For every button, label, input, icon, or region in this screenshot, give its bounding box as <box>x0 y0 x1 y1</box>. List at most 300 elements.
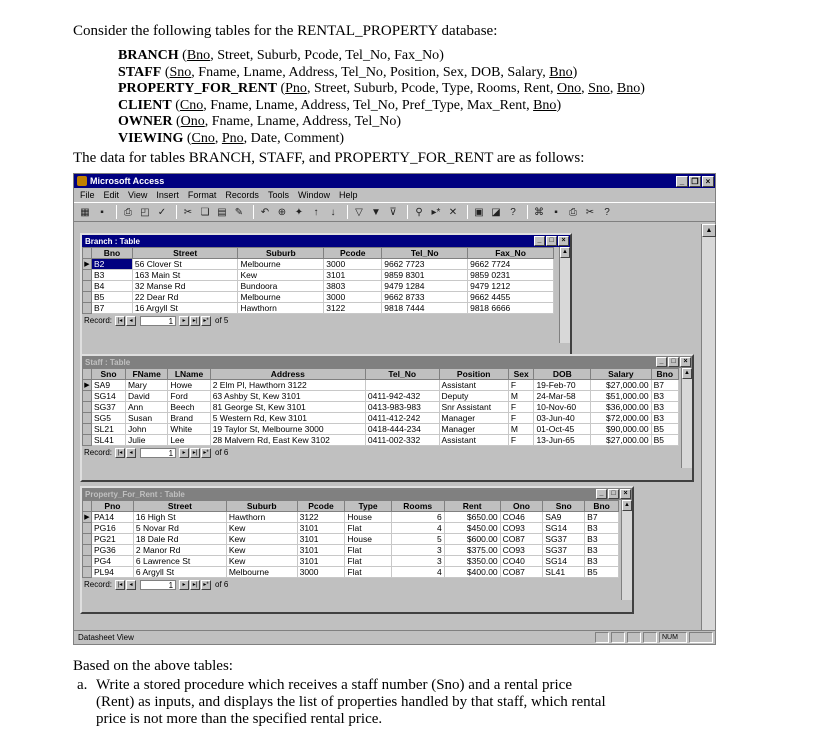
table-cell[interactable]: Melbourne <box>238 292 324 303</box>
print-icon[interactable]: ⎙ <box>124 206 132 218</box>
menu-records[interactable]: Records <box>225 190 259 200</box>
table-cell[interactable]: 6 Lawrence St <box>133 556 226 567</box>
row-selector[interactable] <box>83 435 92 446</box>
new-object-icon[interactable]: ◪ <box>491 206 501 218</box>
relation-attribute: Pcode <box>304 48 339 63</box>
table-cell[interactable]: PG16 <box>92 523 134 534</box>
view-icon[interactable]: ▦ <box>80 206 90 218</box>
print-icon-2[interactable]: ⎙ <box>569 206 577 218</box>
table-cell[interactable]: SA9 <box>543 512 585 523</box>
table-cell[interactable]: 2 Elm Pl, Hawthorn 3122 <box>210 380 365 391</box>
table-cell[interactable]: 3101 <box>297 523 345 534</box>
table-cell[interactable]: CO87 <box>500 534 543 545</box>
table-cell[interactable]: Flat <box>345 556 391 567</box>
table-cell[interactable]: Ford <box>168 391 210 402</box>
property-close-button[interactable]: × <box>620 489 631 499</box>
relation-attribute: Bno <box>549 64 573 80</box>
last-record-icon[interactable]: ▸| <box>190 448 200 458</box>
table-row[interactable] <box>83 259 554 270</box>
table-cell[interactable]: 9662 4455 <box>468 292 554 303</box>
relation-attribute: Salary <box>507 64 543 80</box>
table-cell[interactable]: 6 <box>391 512 444 523</box>
menu-format[interactable]: Format <box>187 190 217 200</box>
table-cell[interactable]: Assistant <box>439 435 508 446</box>
table-cell[interactable]: 4 <box>391 523 444 534</box>
table-cell[interactable]: 28 Malvern Rd, East Kew 3102 <box>210 435 365 446</box>
table-row[interactable] <box>83 281 554 292</box>
table-cell[interactable]: Lee <box>168 435 210 446</box>
column-header[interactable]: Pcode <box>324 248 382 259</box>
column-header[interactable]: Bno <box>585 501 619 512</box>
menu-insert[interactable]: Insert <box>156 190 179 200</box>
new-record-nav-icon[interactable]: ▸* <box>201 580 211 590</box>
table-cell[interactable]: 3101 <box>297 534 345 545</box>
table-cell[interactable]: PG36 <box>92 545 134 556</box>
table-cell[interactable]: 4 <box>391 567 444 578</box>
table-cell[interactable]: SG14 <box>543 556 585 567</box>
table-cell[interactable]: $450.00 <box>444 523 500 534</box>
row-selector[interactable] <box>83 545 92 556</box>
help-icon[interactable]: ? <box>510 206 516 218</box>
table-cell[interactable]: $375.00 <box>444 545 500 556</box>
column-header[interactable]: Pno <box>92 501 134 512</box>
table-cell[interactable]: CO93 <box>500 523 543 534</box>
column-header[interactable]: Bno <box>92 248 133 259</box>
branch-close-button[interactable]: × <box>558 236 569 246</box>
delete-record-icon[interactable]: ✕ <box>448 206 458 218</box>
column-header[interactable]: Tel_No <box>382 248 468 259</box>
property-minimize-button[interactable]: _ <box>596 489 607 499</box>
table-cell[interactable]: 3000 <box>324 292 382 303</box>
row-selector[interactable] <box>83 402 92 413</box>
relation-attribute: Position <box>389 64 436 80</box>
table-cell[interactable]: Flat <box>345 567 391 578</box>
table-cell[interactable]: 19 Taylor St, Melbourne 3000 <box>210 424 365 435</box>
row-selector-header[interactable] <box>83 369 92 380</box>
table-cell[interactable]: 32 Manse Rd <box>132 281 238 292</box>
table-cell[interactable]: B7 <box>585 512 619 523</box>
table-cell[interactable]: 81 George St, Kew 3101 <box>210 402 365 413</box>
table-cell[interactable]: 5 Western Rd, Kew 3101 <box>210 413 365 424</box>
table-cell[interactable]: Bundoora <box>238 281 324 292</box>
table-cell[interactable]: B5 <box>651 435 678 446</box>
staff-minimize-button[interactable]: _ <box>656 357 667 367</box>
table-cell[interactable]: 03-Jun-40 <box>534 413 591 424</box>
access-title: Microsoft Access <box>90 176 165 186</box>
table-cell[interactable]: 9662 7723 <box>382 259 468 270</box>
table-cell[interactable]: 3000 <box>297 567 345 578</box>
row-selector[interactable] <box>83 523 92 534</box>
table-cell[interactable]: CO40 <box>500 556 543 567</box>
table-cell[interactable]: Deputy <box>439 391 508 402</box>
row-selector[interactable] <box>83 534 92 545</box>
table-cell[interactable]: Kew <box>226 556 297 567</box>
close-button[interactable]: × <box>702 176 714 187</box>
column-header[interactable]: Rent <box>444 501 500 512</box>
column-header[interactable]: Sno <box>543 501 585 512</box>
column-header[interactable]: Rooms <box>391 501 444 512</box>
table-cell[interactable]: 56 Clover St <box>132 259 238 270</box>
table-cell[interactable]: F <box>508 435 534 446</box>
row-selector[interactable] <box>83 391 92 402</box>
undo-icon[interactable]: ↶ <box>260 206 270 218</box>
table-cell[interactable]: B3 <box>92 270 133 281</box>
table-cell[interactable]: 9859 8301 <box>382 270 468 281</box>
table-cell[interactable]: $650.00 <box>444 512 500 523</box>
table-cell[interactable]: Julie <box>125 435 167 446</box>
first-record-icon[interactable]: |◂ <box>115 580 125 590</box>
table-cell[interactable]: B7 <box>92 303 133 314</box>
staff-title: Staff : Table <box>85 357 131 367</box>
table-row[interactable] <box>83 413 679 424</box>
column-header[interactable]: DOB <box>534 369 591 380</box>
table-cell[interactable]: SA9 <box>92 380 126 391</box>
menu-tools[interactable]: Tools <box>267 190 289 200</box>
table-cell[interactable]: 0411-942-432 <box>365 391 439 402</box>
previous-record-icon[interactable]: ◂ <box>126 580 136 590</box>
scroll-up-arrow-icon[interactable]: ▲ <box>560 247 570 258</box>
column-header[interactable]: FName <box>125 369 167 380</box>
table-cell[interactable]: Melbourne <box>226 567 297 578</box>
table-cell[interactable]: 3000 <box>324 259 382 270</box>
table-cell[interactable]: Kew <box>226 545 297 556</box>
apply-filter-icon[interactable]: ⊽ <box>389 206 397 218</box>
hyperlink-icon[interactable]: ⊕ <box>277 206 287 218</box>
table-cell[interactable]: B5 <box>651 424 678 435</box>
row-selector[interactable] <box>83 303 92 314</box>
table-cell[interactable]: 163 Main St <box>132 270 238 281</box>
table-row[interactable] <box>83 523 619 534</box>
print-preview-icon[interactable]: ◰ <box>140 206 150 218</box>
menu-edit[interactable]: Edit <box>103 190 120 200</box>
paste-icon[interactable]: ▤ <box>217 206 227 218</box>
table-row[interactable] <box>83 292 554 303</box>
row-selector[interactable]: ▶ <box>83 259 92 270</box>
table-cell[interactable]: 0411-412-242 <box>365 413 439 424</box>
table-cell[interactable]: Melbourne <box>238 259 324 270</box>
table-cell[interactable]: CO87 <box>500 567 543 578</box>
row-selector[interactable] <box>83 413 92 424</box>
row-selector-header[interactable] <box>83 248 92 259</box>
row-selector[interactable] <box>83 292 92 303</box>
row-selector[interactable] <box>83 424 92 435</box>
num-lock-indicator: NUM <box>659 632 687 643</box>
scroll-up-arrow-icon[interactable]: ▲ <box>702 224 716 237</box>
branch-scrollbar[interactable] <box>559 247 570 343</box>
table-cell[interactable]: B3 <box>651 391 678 402</box>
column-header[interactable]: Position <box>439 369 508 380</box>
table-cell[interactable]: House <box>345 534 391 545</box>
table-cell[interactable]: B7 <box>651 380 678 391</box>
table-cell[interactable]: John <box>125 424 167 435</box>
filter-selection-icon[interactable]: ▼ <box>371 206 381 218</box>
table-cell[interactable]: $51,000.00 <box>591 391 651 402</box>
table-cell[interactable]: 5 <box>391 534 444 545</box>
save-icon[interactable]: ▪ <box>100 206 104 218</box>
column-header[interactable]: Salary <box>591 369 651 380</box>
table-cell[interactable]: $90,000.00 <box>591 424 651 435</box>
column-header[interactable]: Address <box>210 369 365 380</box>
new-record-nav-icon[interactable]: ▸* <box>201 316 211 326</box>
table-cell[interactable]: B3 <box>585 534 619 545</box>
table-cell[interactable]: 5 Novar Rd <box>133 523 226 534</box>
table-cell[interactable]: CO93 <box>500 545 543 556</box>
table-cell[interactable]: 3122 <box>324 303 382 314</box>
table-cell[interactable]: Brand <box>168 413 210 424</box>
table-cell[interactable]: 6 Argyll St <box>133 567 226 578</box>
table-cell[interactable]: M <box>508 424 534 435</box>
table-cell[interactable]: Susan <box>125 413 167 424</box>
table-cell[interactable]: 01-Oct-45 <box>534 424 591 435</box>
column-header[interactable]: Bno <box>651 369 678 380</box>
column-header[interactable]: Ono <box>500 501 543 512</box>
table-cell[interactable]: Manager <box>439 424 508 435</box>
database-window-icon[interactable]: ▣ <box>474 206 484 218</box>
table-cell[interactable]: B3 <box>585 545 619 556</box>
table-cell[interactable]: $400.00 <box>444 567 500 578</box>
relation-attribute: Address <box>300 97 347 113</box>
sort-descending-icon[interactable]: ↓ <box>330 206 336 218</box>
cut-icon-2[interactable]: ✂ <box>585 206 595 218</box>
table-cell[interactable]: SL21 <box>92 424 126 435</box>
table-cell[interactable]: Kew <box>238 270 324 281</box>
table-cell[interactable]: White <box>168 424 210 435</box>
table-cell[interactable]: 19-Feb-70 <box>534 380 591 391</box>
table-cell[interactable]: PL94 <box>92 567 134 578</box>
table-row[interactable] <box>83 380 679 391</box>
table-cell[interactable]: F <box>508 380 534 391</box>
table-cell[interactable]: B5 <box>585 567 619 578</box>
menu-window[interactable]: Window <box>297 190 330 200</box>
row-selector-header[interactable] <box>83 501 92 512</box>
table-cell[interactable]: $600.00 <box>444 534 500 545</box>
row-selector[interactable] <box>83 556 92 567</box>
table-cell[interactable]: B3 <box>585 556 619 567</box>
format-painter-icon[interactable]: ✎ <box>234 206 244 218</box>
table-row[interactable] <box>83 402 679 413</box>
table-cell[interactable]: Beech <box>168 402 210 413</box>
table-cell[interactable]: Flat <box>345 545 391 556</box>
table-cell[interactable]: 9859 0231 <box>468 270 554 281</box>
table-cell[interactable]: David <box>125 391 167 402</box>
table-cell[interactable]: Assistant <box>439 380 508 391</box>
menu-file[interactable]: File <box>80 190 95 200</box>
last-record-icon[interactable]: ▸| <box>190 580 200 590</box>
table-cell[interactable]: $36,000.00 <box>591 402 651 413</box>
table-cell[interactable]: CO46 <box>500 512 543 523</box>
table-cell[interactable]: $72,000.00 <box>591 413 651 424</box>
previous-record-icon[interactable]: ◂ <box>126 448 136 458</box>
row-selector[interactable] <box>83 567 92 578</box>
menubar <box>74 188 715 202</box>
table-cell[interactable]: 3101 <box>297 545 345 556</box>
table-cell[interactable]: 0411-002-332 <box>365 435 439 446</box>
table-row[interactable] <box>83 391 679 402</box>
filter-icon[interactable]: ▽ <box>355 206 363 218</box>
staff-maximize-button[interactable]: □ <box>668 357 679 367</box>
table-cell[interactable]: Snr Assistant <box>439 402 508 413</box>
table-cell[interactable]: SG37 <box>92 402 126 413</box>
column-header[interactable]: Street <box>133 501 226 512</box>
table-cell[interactable]: 10-Nov-60 <box>534 402 591 413</box>
table-cell[interactable]: 22 Dear Rd <box>132 292 238 303</box>
new-record-nav-icon[interactable]: ▸* <box>201 448 211 458</box>
table-cell[interactable]: B3 <box>651 402 678 413</box>
branch-maximize-button[interactable]: □ <box>546 236 557 246</box>
table-row[interactable] <box>83 534 619 545</box>
first-record-icon[interactable]: |◂ <box>115 316 125 326</box>
table-cell[interactable]: 3101 <box>324 270 382 281</box>
table-cell[interactable] <box>365 380 439 391</box>
table-cell[interactable]: B2 <box>92 259 133 270</box>
table-cell[interactable]: $27,000.00 <box>591 435 651 446</box>
table-cell[interactable]: 9662 7724 <box>468 259 554 270</box>
row-selector[interactable]: ▶ <box>83 380 92 391</box>
table-cell[interactable]: PG4 <box>92 556 134 567</box>
table-cell[interactable]: 16 Argyll St <box>132 303 238 314</box>
table-cell[interactable]: 9479 1284 <box>382 281 468 292</box>
table-cell[interactable]: SG14 <box>543 523 585 534</box>
table-cell[interactable]: 0413-983-983 <box>365 402 439 413</box>
table-cell[interactable]: 0418-444-234 <box>365 424 439 435</box>
row-selector[interactable]: ▶ <box>83 512 92 523</box>
table-cell[interactable]: Hawthorn <box>226 512 297 523</box>
table-cell[interactable]: SL41 <box>543 567 585 578</box>
row-selector[interactable] <box>83 281 92 292</box>
find-icon[interactable]: ⚲ <box>415 206 423 218</box>
table-row[interactable] <box>83 545 619 556</box>
record-number-input[interactable]: 1 <box>140 580 176 590</box>
scroll-up-arrow-icon[interactable]: ▲ <box>682 368 692 379</box>
relation-attribute: Cno <box>191 130 215 146</box>
column-header[interactable]: Sex <box>508 369 534 380</box>
spelling-icon[interactable]: ✓ <box>157 206 167 218</box>
new-record-icon[interactable]: ▸* <box>431 206 441 218</box>
web-icon[interactable]: ✦ <box>294 206 304 218</box>
next-record-icon[interactable]: ▸ <box>179 448 189 458</box>
table-cell[interactable]: SL41 <box>92 435 126 446</box>
table-row[interactable] <box>83 512 619 523</box>
table-cell[interactable]: Ann <box>125 402 167 413</box>
table-cell[interactable]: 24-Mar-58 <box>534 391 591 402</box>
column-header[interactable]: Type <box>345 501 391 512</box>
branch-minimize-button[interactable]: _ <box>534 236 545 246</box>
table-cell[interactable]: 9479 1212 <box>468 281 554 292</box>
previous-record-icon[interactable]: ◂ <box>126 316 136 326</box>
table-cell[interactable]: 3122 <box>297 512 345 523</box>
table-row[interactable] <box>83 556 619 567</box>
table-cell[interactable]: $350.00 <box>444 556 500 567</box>
table-cell[interactable]: Mary <box>125 380 167 391</box>
table-cell[interactable]: 9818 6666 <box>468 303 554 314</box>
column-header[interactable]: Street <box>132 248 238 259</box>
table-cell[interactable]: SG14 <box>92 391 126 402</box>
table-cell[interactable]: 3 <box>391 545 444 556</box>
next-record-icon[interactable]: ▸ <box>179 316 189 326</box>
table-cell[interactable]: M <box>508 391 534 402</box>
first-record-icon[interactable]: |◂ <box>115 448 125 458</box>
main-scrollbar[interactable] <box>701 224 715 630</box>
table-cell[interactable]: B3 <box>585 523 619 534</box>
table-cell[interactable]: PA14 <box>92 512 134 523</box>
relation-attribute: Rent <box>523 81 550 96</box>
relation-attribute: Ono <box>180 114 205 129</box>
cut-icon[interactable]: ✂ <box>183 206 193 218</box>
table-cell[interactable]: SG37 <box>543 545 585 556</box>
scroll-up-arrow-icon[interactable]: ▲ <box>622 500 632 511</box>
table-row[interactable] <box>83 567 619 578</box>
column-header[interactable]: Suburb <box>238 248 324 259</box>
table-cell[interactable]: Flat <box>345 523 391 534</box>
table-cell[interactable]: F <box>508 402 534 413</box>
table-cell[interactable]: SG37 <box>543 534 585 545</box>
table-cell[interactable]: $27,000.00 <box>591 380 651 391</box>
table-cell[interactable]: Manager <box>439 413 508 424</box>
record-number-input[interactable]: 1 <box>140 316 176 326</box>
record-number-input[interactable]: 1 <box>140 448 176 458</box>
table-cell[interactable]: 9818 7444 <box>382 303 468 314</box>
column-header[interactable]: Tel_No <box>365 369 439 380</box>
table-cell[interactable]: Hawthorn <box>238 303 324 314</box>
table-cell[interactable]: 63 Ashby St, Kew 3101 <box>210 391 365 402</box>
next-record-icon[interactable]: ▸ <box>179 580 189 590</box>
property-scrollbar[interactable] <box>621 500 632 600</box>
table-cell[interactable]: 3803 <box>324 281 382 292</box>
help-icon-2[interactable]: ? <box>604 206 610 218</box>
table-cell[interactable]: Howe <box>168 380 210 391</box>
table-cell[interactable]: House <box>345 512 391 523</box>
table-cell[interactable]: F <box>508 413 534 424</box>
table-cell[interactable]: B5 <box>92 292 133 303</box>
table-cell[interactable]: 16 High St <box>133 512 226 523</box>
table-cell[interactable]: SG5 <box>92 413 126 424</box>
column-header[interactable]: LName <box>168 369 210 380</box>
menu-help[interactable]: Help <box>338 190 358 200</box>
table-row[interactable] <box>83 424 679 435</box>
last-record-icon[interactable]: ▸| <box>190 316 200 326</box>
table-cell[interactable]: 3 <box>391 556 444 567</box>
column-header[interactable]: Suburb <box>226 501 297 512</box>
tools-icon[interactable]: ⌘ <box>534 206 544 218</box>
copy-icon[interactable]: ❏ <box>200 206 210 218</box>
table-cell[interactable]: PG21 <box>92 534 134 545</box>
table-row[interactable] <box>83 435 679 446</box>
table-cell[interactable]: 13-Jun-65 <box>534 435 591 446</box>
table-row[interactable] <box>83 303 554 314</box>
save-icon-2[interactable]: ▪ <box>554 206 558 218</box>
staff-close-button[interactable]: × <box>680 357 691 367</box>
table-cell[interactable]: B3 <box>651 413 678 424</box>
column-header[interactable]: Fax_No <box>468 248 554 259</box>
staff-scrollbar[interactable] <box>681 368 692 468</box>
table-cell[interactable]: B4 <box>92 281 133 292</box>
table-cell[interactable]: 3101 <box>297 556 345 567</box>
restore-button[interactable]: ❐ <box>689 176 701 187</box>
sort-ascending-icon[interactable]: ↑ <box>313 206 319 218</box>
table-cell[interactable]: 2 Manor Rd <box>133 545 226 556</box>
property-maximize-button[interactable]: □ <box>608 489 619 499</box>
table-cell[interactable]: 9662 8733 <box>382 292 468 303</box>
minimize-button[interactable]: _ <box>676 176 688 187</box>
table-cell[interactable]: 18 Dale Rd <box>133 534 226 545</box>
table-cell[interactable]: Kew <box>226 534 297 545</box>
table-row[interactable] <box>83 270 554 281</box>
column-header[interactable]: Sno <box>92 369 126 380</box>
menu-view[interactable]: View <box>128 190 148 200</box>
table-cell[interactable]: Kew <box>226 523 297 534</box>
column-header[interactable]: Pcode <box>297 501 345 512</box>
row-selector[interactable] <box>83 270 92 281</box>
